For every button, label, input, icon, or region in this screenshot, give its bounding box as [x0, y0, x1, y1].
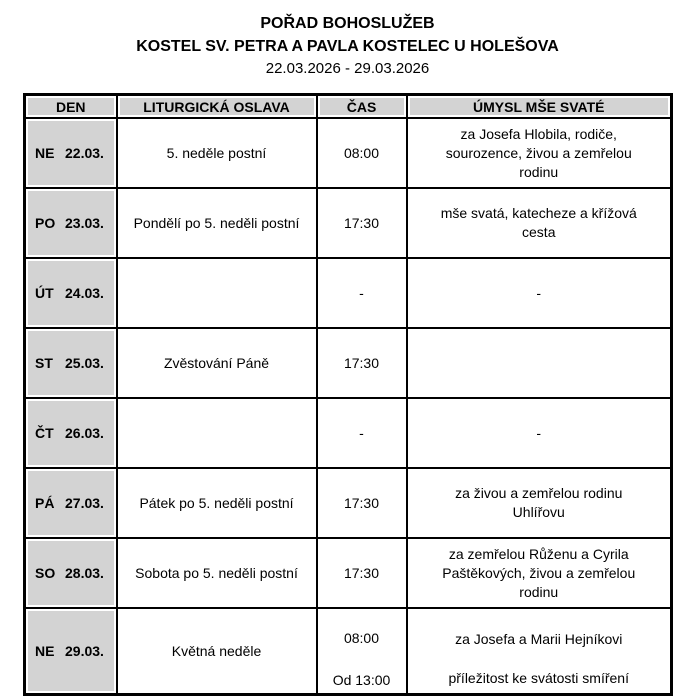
day-cell-content	[27, 355, 115, 371]
table-row	[25, 538, 672, 608]
day-cell-content	[27, 285, 115, 301]
celebration-cell: Květná neděle	[117, 608, 317, 695]
day-cell-content	[27, 215, 115, 231]
celebration-cell: Pondělí po 5. neděli postní	[117, 188, 317, 258]
intention-cell: mše svatá, katecheze a křížová cesta	[407, 188, 672, 258]
column-header-celebration: LITURGICKÁ OSLAVA	[117, 95, 317, 119]
intention-cell: -	[407, 258, 672, 328]
time-cell: 17:30	[317, 468, 407, 538]
intention-cell: za Josefa Hlobila, rodiče, sourozence, živou a zemřelou rodinu	[407, 118, 672, 188]
mass-schedule-table	[23, 93, 673, 696]
celebration-cell: 5. neděle postní	[117, 118, 317, 188]
intention-cell	[407, 328, 672, 398]
day-cell	[25, 118, 117, 188]
day-date: 28.03.	[65, 565, 104, 581]
day-date: 27.03.	[65, 495, 104, 511]
table-row	[25, 398, 672, 468]
day-abbr: SO	[35, 565, 56, 581]
table-row	[25, 188, 672, 258]
intention-cell-stack	[435, 611, 644, 691]
intention-cell: za zemřelou Růženu a Cyrila Paštěkových, živou a zemřelou rodinu	[407, 538, 672, 608]
time-cell-stack	[319, 611, 405, 691]
day-cell-content	[27, 495, 115, 511]
day-date: 25.03.	[65, 355, 104, 371]
day-date: 26.03.	[65, 425, 104, 441]
day-date: 29.03.	[65, 643, 104, 659]
day-abbr: ÚT	[35, 285, 54, 301]
day-cell	[25, 608, 117, 695]
celebration-cell: Pátek po 5. neděli postní	[117, 468, 317, 538]
day-cell-content	[27, 565, 115, 581]
table-row	[25, 608, 672, 695]
day-cell	[25, 398, 117, 468]
time-cell: 17:30	[317, 328, 407, 398]
column-header-time: ČAS	[317, 95, 407, 119]
column-header-day: DEN	[25, 95, 117, 119]
celebration-cell	[117, 398, 317, 468]
table-row	[25, 118, 672, 188]
day-date: 22.03.	[65, 145, 104, 161]
time-cell: -	[317, 258, 407, 328]
day-cell	[25, 188, 117, 258]
day-cell	[25, 328, 117, 398]
day-cell-content	[27, 425, 115, 441]
column-header-intention: ÚMYSL MŠE SVATÉ	[407, 95, 672, 119]
intention-cell: za živou a zemřelou rodinu Uhlířovu	[407, 468, 672, 538]
day-abbr: PO	[35, 215, 56, 231]
table-header-row	[25, 95, 672, 119]
time-morning: 08:00	[343, 630, 380, 646]
time-cell: 08:00	[317, 118, 407, 188]
day-cell	[25, 538, 117, 608]
intention-cell	[407, 608, 672, 695]
table-row	[25, 468, 672, 538]
time-afternoon: Od 13:00	[332, 672, 391, 688]
intention-cell: -	[407, 398, 672, 468]
day-abbr: PÁ	[35, 495, 55, 511]
church-name: KOSTEL SV. PETRA A PAVLA KOSTELEC U HOLEŠOVA	[136, 38, 559, 55]
document-header	[0, 0, 695, 80]
day-abbr: ST	[35, 355, 53, 371]
page-title: POŘAD BOHOSLUŽEB	[260, 15, 435, 32]
time-cell	[317, 608, 407, 695]
day-cell	[25, 258, 117, 328]
day-date: 23.03.	[65, 215, 104, 231]
table-row	[25, 328, 672, 398]
intention-morning: za Josefa a Marii Hejníkovi	[455, 631, 623, 647]
time-cell: 17:30	[317, 188, 407, 258]
day-abbr: ČT	[35, 425, 54, 441]
celebration-cell: Sobota po 5. neděli postní	[117, 538, 317, 608]
table-row	[25, 258, 672, 328]
day-abbr: NE	[35, 643, 55, 659]
day-date: 24.03.	[65, 285, 104, 301]
day-cell-content	[27, 643, 115, 659]
celebration-cell: Zvěstování Páně	[117, 328, 317, 398]
day-cell-content	[27, 145, 115, 161]
day-abbr: NE	[35, 145, 55, 161]
time-cell: -	[317, 398, 407, 468]
intention-afternoon: příležitost ke svátosti smíření	[448, 670, 629, 686]
date-range: 22.03.2026 - 29.03.2026	[265, 60, 430, 77]
celebration-cell	[117, 258, 317, 328]
day-cell	[25, 468, 117, 538]
time-cell: 17:30	[317, 538, 407, 608]
